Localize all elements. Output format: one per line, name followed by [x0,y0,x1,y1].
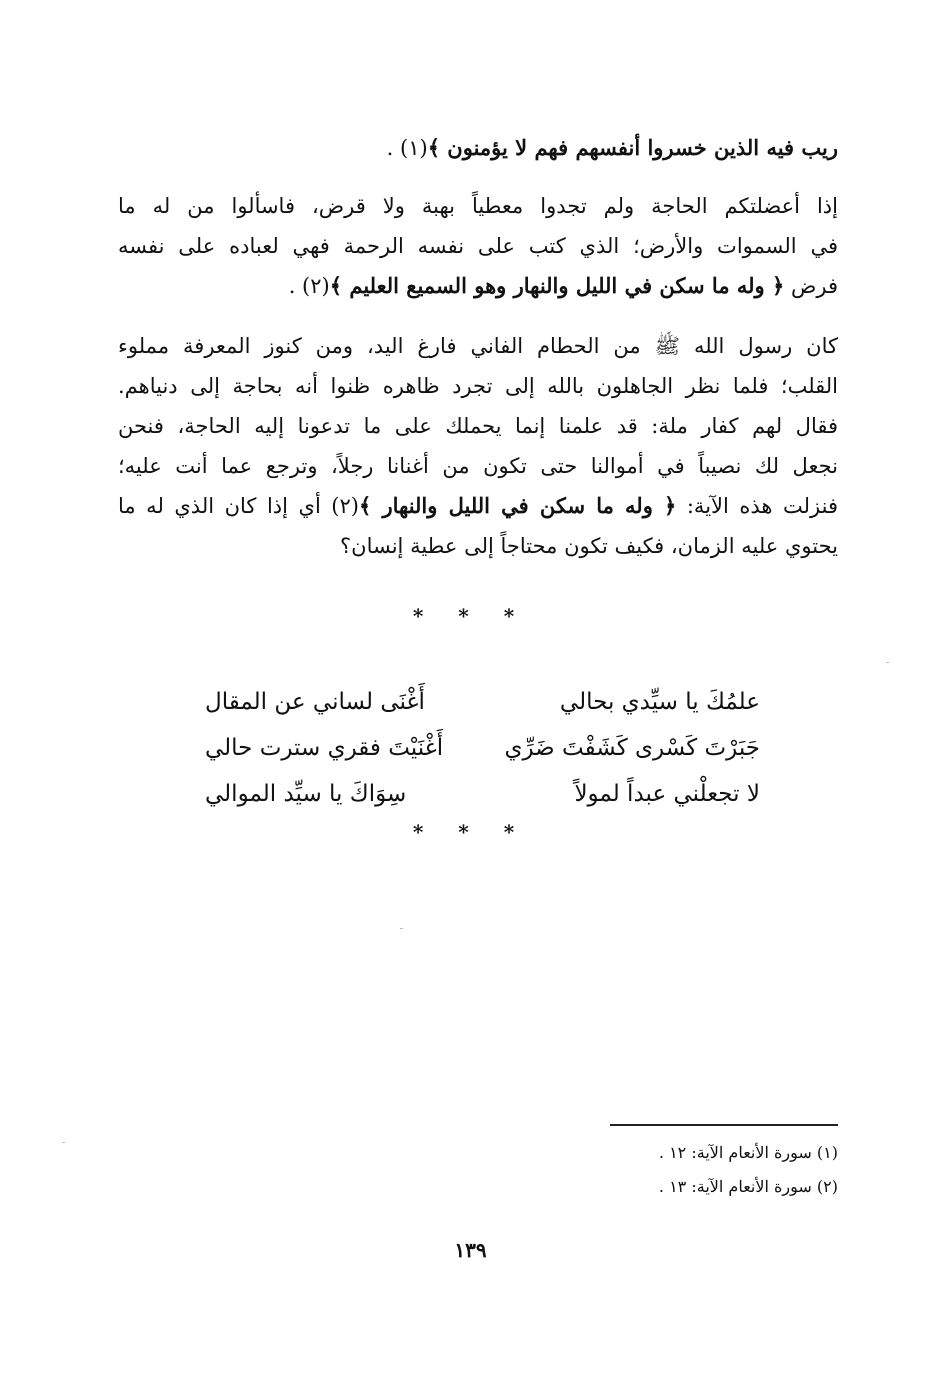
inline-text: فنزلت هذه الآية: [676,494,838,518]
paragraph-line [118,128,838,168]
paragraph-3 [118,326,838,566]
scan-speck [400,928,403,929]
poem-verse [205,679,760,725]
quran-verse: ﴿ وله ما سكن في الليل والنهار وهو السميع العليم ﴾ [329,273,785,298]
quran-verse: ﴿ وله ما سكن في الليل والنهار ﴾ [359,493,677,518]
poem-hemistich-left: أَغْنَى لساني عن المقال [205,689,425,715]
poem-hemistich-left: سِوَاكَ يا سيِّد الموالي [205,781,407,807]
footnote-1: (١) سورة الأنعام الآية: ١٢ . [658,1143,838,1162]
poem-verse [205,725,760,771]
paragraph-line: فقال لهم كفار ملة: قد علمنا إنما يحملك على ما تدعونا إليه الحاجة، فنحن [118,414,838,438]
paragraph-line [118,266,838,306]
paragraph-line: كان رسول الله ﷺ من الحطام الفاني فارغ اليد، ومن كنوز المعرفة مملوء [118,334,838,358]
footnote-ref: (١) . [386,136,428,160]
section-separator: * * * [412,820,529,844]
paragraph-2 [118,186,838,306]
inline-text: فرض [784,274,838,298]
paragraph-1 [118,128,838,168]
paragraph-line: في السموات والأرض؛ الذي كتب على نفسه الرحمة فهي لعباده على نفسه [118,234,838,258]
scan-speck [886,662,889,663]
poem-hemistich-right: جَبَرْتَ كَسْرى كَشَفْتَ ضَرِّي [504,735,760,761]
quran-verse: ريب فيه الذين خسروا أنفسهم فهم لا يؤمنون ﴾ [427,135,838,160]
footnotes [500,1136,838,1204]
paragraph-line [118,486,838,526]
poem-hemistich-left: أَغْنَيْتَ فقري سترت حالي [205,735,444,761]
paragraph-line: إذا أعضلتكم الحاجة ولم تجدوا معطياً بهبة ولا قرض، فاسألوا من له ما [118,194,838,218]
page-number: ١٣٩ [454,1238,487,1262]
section-separator: * * * [412,604,529,628]
poem-verse [205,771,760,817]
poem-hemistich-right: علمُكَ يا سيِّدي بحالي [559,689,760,715]
footnote-2: (٢) سورة الأنعام الآية: ١٣ . [658,1177,838,1196]
scan-speck [62,1142,65,1143]
paragraph-line: القلب؛ فلما نظر الجاهلون بالله إلى تجرد ظاهره ظنوا أنه بحاجة إلى دنياهم. [118,374,838,398]
poem [205,679,760,817]
footnote-divider [610,1124,838,1126]
inline-text: (٢) أي إذا كان الذي له ما [118,494,359,518]
footnote-ref: (٢) . [288,274,330,298]
paragraph-line: يحتوي عليه الزمان، فكيف تكون محتاجاً إلى عطية إنسان؟ [340,534,838,558]
paragraph-line: نجعل لك نصيباً في أموالنا حتى تكون من أغنانا رجلاً، وترجع عما أنت عليه؛ [118,454,838,478]
poem-hemistich-right: لا تجعلْني عبداً لمولاً [574,781,760,807]
